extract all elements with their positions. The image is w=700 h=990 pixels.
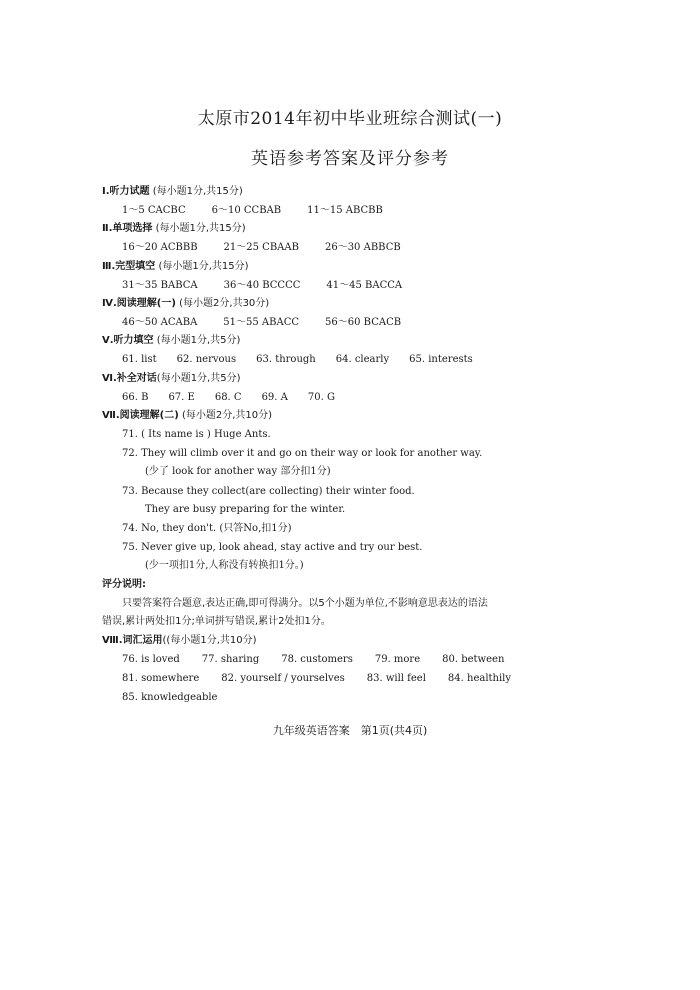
section-answers-3: 31～35 BABCA 36～40 BCCCC 41～45 BACCA — [122, 280, 403, 291]
scoring-text-line2: 错误,累计两处扣1分;单词拼写错误,累计2处扣1分。 — [102, 616, 331, 627]
section-heading-4: Ⅳ.阅读理解(一) (每小题2分,共30分) — [102, 298, 270, 309]
answer-72: 72. They will climb over it and go on their way or look for another way. — [122, 448, 483, 459]
section-heading-5: Ⅴ.听力填空 (每小题1分,共5分) — [102, 335, 241, 346]
section-heading-6: Ⅵ.补全对话(每小题1分,共5分) — [102, 373, 241, 384]
section-answers-2: 16～20 ACBBB 21～25 CBAAB 26～30 ABBCB — [122, 242, 401, 253]
section-answers-6: 66. B 67. E 68. C 69. A 70. G — [122, 392, 335, 403]
answer-74: 74. No, they don't. (只答No,扣1分) — [122, 523, 292, 534]
section-heading-3: Ⅲ.完型填空 (每小题1分,共15分) — [102, 261, 249, 272]
section-answers-4: 46～50 ACABA 51～55 ABACC 56～60 BCACB — [122, 317, 402, 328]
section-answers-5: 61. list 62. nervous 63. through 64. clearly 65. interests — [122, 354, 473, 365]
section-heading-1: Ⅰ.听力试题 (每小题1分,共15分) — [102, 186, 243, 197]
answer-73-alt: They are busy preparing for the winter. — [145, 504, 346, 515]
section-heading-8: Ⅷ.词汇运用((每小题1分,共10分) — [102, 635, 257, 646]
vocab-row-2: 81. somewhere 82. yourself / yourselves 83. will feel 84. healthily — [122, 673, 512, 684]
page-footer: 九年级英语答案 第1页(共4页) — [272, 724, 428, 737]
vocab-row-3: 85. knowledgeable — [122, 692, 218, 703]
scoring-heading: 评分说明: — [102, 579, 146, 590]
answer-73: 73. Because they collect(are collecting) their winter food. — [122, 486, 415, 497]
answer-71: 71. ( Its name is ) Huge Ants. — [122, 429, 271, 440]
scoring-text-line1: 只要答案符合题意,表达正确,即可得满分。以5个小题为单位,不影响意思表达的语法 — [122, 598, 488, 609]
answer-72-note: (少了 look for another way 部分扣1分) — [145, 466, 331, 477]
section-heading-7: Ⅶ.阅读理解(二) (每小题2分,共10分) — [102, 410, 273, 421]
vocab-row-1: 76. is loved 77. sharing 78. customers 79. more 80. between — [122, 654, 505, 665]
section-answers-1: 1～5 CACBC 6～10 CCBAB 11～15 ABCBB — [122, 205, 383, 216]
section-heading-2: Ⅱ.单项选择 (每小题1分,共15分) — [102, 223, 246, 234]
document-title: 太原市2014年初中毕业班综合测试(一) — [197, 109, 503, 129]
answer-75: 75. Never give up, look ahead, stay active and try our best. — [122, 542, 423, 553]
document-subtitle: 英语参考答案及评分参考 — [251, 149, 449, 169]
answer-75-note: (少一项扣1分,人称没有转换扣1分。) — [145, 560, 304, 571]
